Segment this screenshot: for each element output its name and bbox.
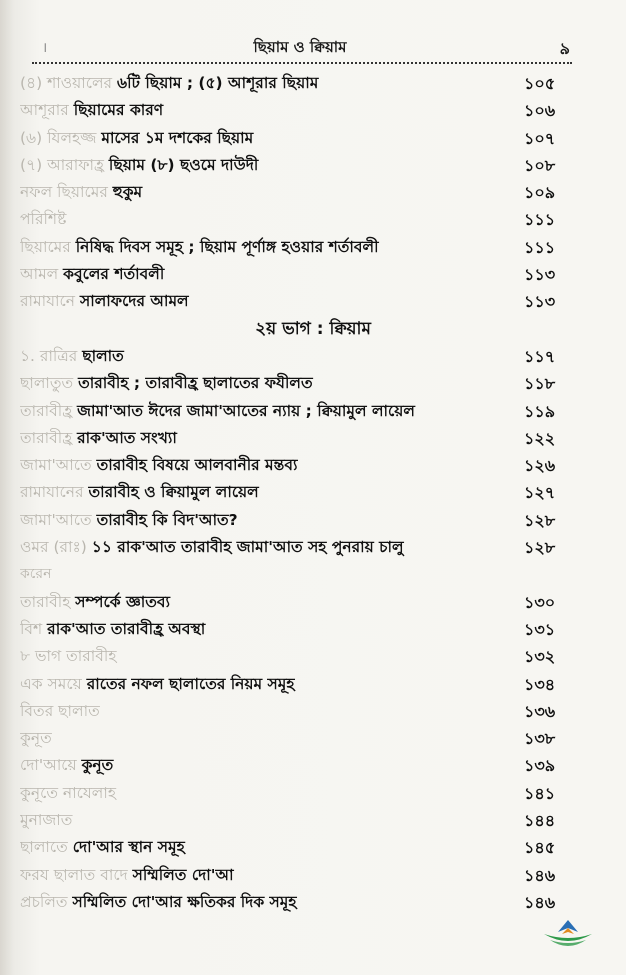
toc-entry	[0, 152, 626, 179]
toc-entry-faded-prefix: মুনাজাত	[20, 811, 73, 830]
toc-entry-title	[20, 70, 525, 97]
toc-entry-title	[20, 780, 525, 807]
toc-entry-title	[20, 452, 525, 479]
toc-entry-title	[20, 862, 525, 889]
toc-entry	[0, 343, 626, 370]
toc-entry	[0, 752, 626, 779]
toc-entry-title	[20, 125, 525, 152]
toc-page-number: ১১৩	[524, 292, 556, 312]
toc-entry	[0, 425, 626, 452]
toc-page-number: ১২৬	[524, 456, 556, 476]
header-dotted-rule	[32, 62, 572, 64]
toc-entry-title	[20, 507, 525, 534]
toc-entry-text: সম্মিলিত দো'আর ক্ষতিকর দিক সমূহ	[72, 892, 297, 911]
toc-entry	[0, 70, 626, 97]
toc-entry-title	[20, 288, 525, 315]
toc-entry-text: কবুলের শর্তাবলী	[63, 265, 165, 284]
toc-entry	[0, 206, 626, 233]
toc-page-number: ১৪৬	[524, 892, 556, 912]
toc-entry-text: তারাবীহ ও ক্বিয়ামুল লায়েল	[88, 483, 259, 502]
toc-entry-faded-prefix: করেন	[20, 566, 52, 583]
toc-entry-faded-prefix: দো'আয়ে	[20, 756, 82, 775]
toc-entry-title	[20, 671, 525, 698]
toc-page-number: ১০৫	[524, 74, 556, 93]
toc-entry-title	[20, 698, 525, 725]
toc-entry	[0, 261, 626, 288]
toc-entry-text: সম্মিলিত দো'আ	[132, 865, 234, 884]
toc-page-number: ১৪৫	[524, 838, 556, 858]
toc-page-number: ১৩২	[524, 647, 556, 667]
toc-entry-title	[20, 234, 525, 261]
toc-entry-text: ছিয়ামের কারণ	[73, 101, 164, 120]
toc-entry-text: ছিয়াম (৮) ছওমে দাউদী	[108, 155, 259, 174]
toc-page-number: ১৪৬	[524, 865, 556, 885]
toc-entry-text: তারাবীহ কি বিদ'আত?	[96, 510, 238, 529]
toc-entry	[0, 671, 626, 698]
toc-page-number: ১০৬	[524, 101, 556, 121]
toc-page-number: ১২৮	[524, 510, 556, 530]
toc-entry	[0, 507, 626, 534]
toc-entry-text: মাসের ১ম দশকের ছিয়াম	[101, 128, 254, 147]
toc-entry	[0, 643, 626, 670]
toc-entry-faded-prefix: তারাবীহ্র	[20, 401, 78, 420]
toc-entry-faded-prefix: (৪) শাওয়ালের	[20, 74, 118, 92]
toc-entry-faded-prefix: (৬) যিলহজ্জ	[20, 128, 102, 147]
toc-entry	[0, 288, 626, 315]
toc-entry-faded-prefix: এক সময়ে	[20, 674, 87, 693]
toc-entry-title	[20, 425, 525, 452]
section-heading-text: ২য় ভাগ : ক্বিয়াম	[255, 318, 371, 339]
toc-page-number: ১৪১	[524, 783, 556, 803]
toc-entry-faded-prefix: ১. রাত্রির	[20, 346, 83, 365]
toc-entry-text: রাক'আত তারাবীহ্র অবস্থা	[47, 619, 206, 638]
toc-entry-faded-prefix: ফরয ছালাত বাদে	[20, 865, 133, 884]
toc-entry-faded-prefix: আমল	[20, 265, 64, 284]
toc-page-number: ১১৯	[524, 401, 556, 421]
toc-entry-faded-prefix: রামাযানে	[20, 292, 80, 311]
toc-entry-title	[20, 398, 525, 425]
margin-mark: ।	[42, 40, 48, 56]
toc-entry-text: নিষিদ্ধ দিবস সমূহ ; ছিয়াম পূর্ণাঙ্গ হওয়ার শর্তাবলী	[75, 237, 379, 256]
toc-entry-faded-prefix: ছালাতুত	[20, 374, 79, 393]
toc-entry	[0, 234, 626, 261]
toc-page-number: ১২৮	[524, 538, 556, 558]
toc-page-number: ১১১	[524, 210, 556, 230]
toc-entry-text: রাক'আত সংখ্যা	[77, 428, 177, 447]
toc-entry-faded-prefix: নফল ছিয়ামের	[20, 183, 113, 202]
toc-entry-faded-prefix: তারাবীহ	[20, 592, 76, 611]
toc-entry-faded-prefix: ছালাতে	[20, 838, 73, 857]
toc-entry	[0, 834, 626, 861]
toc-entry-title	[20, 206, 525, 233]
toc-entry-faded-prefix: ৮ ভাগ তারাবীহ	[20, 647, 117, 666]
toc-page-number: ১১১	[524, 237, 556, 257]
toc-entry-text: সম্পর্কে জ্ঞাতব্য	[75, 592, 171, 611]
toc-entry	[0, 398, 626, 425]
toc-entry-faded-prefix: (৭) আরাফাহ্র	[20, 155, 109, 174]
toc-entry-text: তারাবীহ ; তারাবীহ্র ছালাতের ফযীলত	[78, 374, 313, 393]
toc-entry-text: সালাফদের আমল	[79, 292, 189, 311]
toc-entry	[0, 616, 626, 643]
running-title: ছিয়াম ও ক্বিয়াম	[253, 38, 347, 56]
toc-entry-title	[20, 589, 525, 616]
toc-entry-title	[20, 97, 525, 124]
toc-entry-title	[20, 370, 525, 397]
toc-entry-faded-prefix: কুনূতে নাযেলাহ	[20, 783, 116, 802]
toc-entry	[0, 780, 626, 807]
toc-entry	[0, 725, 626, 752]
section-heading	[0, 316, 626, 343]
toc-entry-title	[20, 534, 525, 561]
toc-entry-faded-prefix: তারাবীহ্র	[20, 428, 78, 447]
toc-entry	[0, 125, 626, 152]
toc-entry-title	[20, 479, 525, 506]
toc-page-number: ১৩৮	[524, 729, 556, 749]
toc-page-number: ১৩৯	[524, 756, 556, 776]
toc-entry	[0, 889, 626, 916]
toc-entry-text: দো'আর স্থান সমূহ	[72, 838, 185, 857]
toc-entry	[0, 452, 626, 479]
toc-page-number: ১২৭	[524, 483, 556, 503]
toc-entry-text: ছালাত	[82, 346, 124, 365]
toc-page-number: ১১৭	[524, 346, 556, 366]
toc-list	[0, 70, 626, 916]
toc-page-number: ১০৭	[524, 128, 556, 148]
toc-entry-text: তারাবীহ বিষয়ে আলবানীর মন্তব্য	[96, 456, 298, 475]
publisher-logo-icon	[540, 918, 596, 952]
toc-entry-faded-prefix: জামা'আতে	[20, 510, 97, 529]
toc-entry	[0, 589, 626, 616]
toc-entry	[0, 561, 626, 588]
toc-entry-faded-prefix: কুনূত	[20, 729, 52, 748]
toc-entry	[0, 97, 626, 124]
toc-entry-faded-prefix: আশূরার	[20, 101, 74, 120]
toc-entry-title	[20, 889, 525, 916]
toc-entry-faded-prefix: রামাযানের	[20, 483, 89, 502]
toc-entry-title	[20, 616, 525, 643]
toc-page-number: ১৩৬	[524, 701, 556, 721]
page-number: ৯	[559, 39, 570, 58]
toc-page-number: ১৩০	[524, 592, 556, 612]
page-header	[30, 36, 570, 60]
toc-page-number: ১০৮	[524, 155, 556, 175]
toc-entry	[0, 534, 626, 561]
toc-entry-faded-prefix: পরিশিষ্ট	[20, 210, 67, 229]
toc-entry-text: ৬টি ছিয়াম ; (৫) আশূরার ছিয়াম	[117, 74, 319, 92]
toc-entry-title	[20, 807, 525, 834]
toc-entry-title	[20, 561, 525, 588]
toc-entry-title	[20, 752, 525, 779]
toc-entry-title	[20, 725, 525, 752]
toc-entry	[0, 479, 626, 506]
toc-entry-title	[20, 152, 525, 179]
toc-entry	[0, 179, 626, 206]
toc-page-number: ১৩১	[524, 619, 556, 639]
toc-entry-text: ১১ রাক'আত তারাবীহ জামা'আত সহ পুনরায় চালু	[91, 538, 404, 557]
toc-entry	[0, 698, 626, 725]
toc-entry-text: জামা'আত ঈদের জামা'আতের ন্যায় ; ক্বিয়ামুল লায়েল	[77, 401, 415, 420]
toc-entry-title	[20, 261, 525, 288]
toc-entry-faded-prefix: বিশ	[20, 619, 48, 638]
toc-page-number: ১১৮	[524, 374, 556, 394]
toc-entry-title	[20, 643, 525, 670]
toc-entry-title	[20, 834, 525, 861]
toc-entry-title	[20, 343, 525, 370]
toc-page-number: ১৪৪	[524, 811, 556, 831]
toc-entry-title	[20, 179, 525, 206]
toc-page-number: ১১৩	[524, 265, 556, 285]
toc-entry-faded-prefix: জামা'আতে	[20, 456, 97, 475]
toc-entry	[0, 807, 626, 834]
toc-entry-text: কুনূত	[81, 756, 114, 775]
toc-entry	[0, 370, 626, 397]
toc-entry	[0, 862, 626, 889]
toc-entry-text: হুকুম	[112, 183, 143, 202]
toc-entry-faded-prefix: প্রচলিত	[20, 892, 73, 911]
toc-page-number: ১২২	[524, 428, 556, 448]
toc-page-number: ১৩৪	[524, 674, 556, 694]
toc-entry-faded-prefix: ছিয়ামের	[20, 237, 76, 256]
toc-entry-text: রাতের নফল ছালাতের নিয়ম সমূহ	[86, 674, 295, 693]
toc-entry-faded-prefix: বিতর ছালাত	[20, 701, 100, 720]
toc-page-number: ১০৯	[524, 183, 556, 203]
toc-entry-faded-prefix: ওমর (রাঃ)	[20, 538, 92, 557]
